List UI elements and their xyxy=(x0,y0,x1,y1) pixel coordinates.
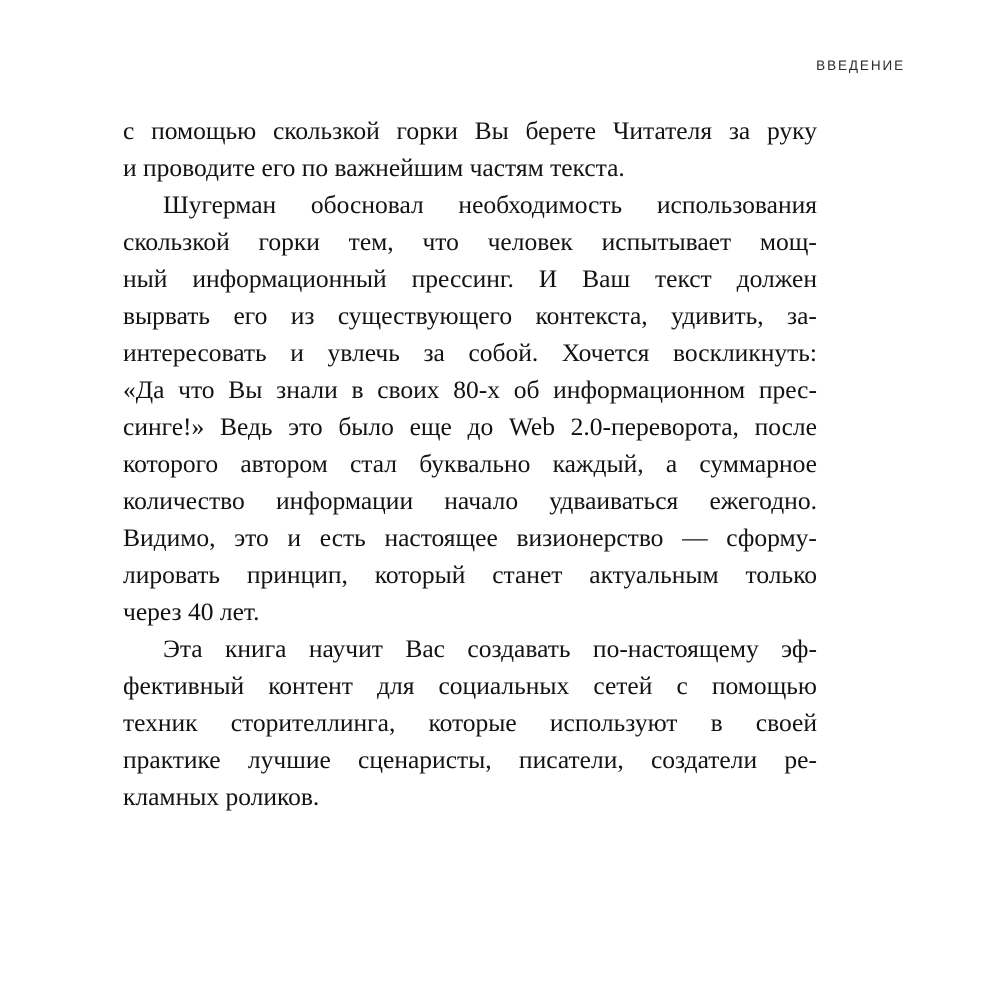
text-line xyxy=(123,408,817,445)
text-word: сформу- xyxy=(726,523,817,552)
text-line xyxy=(123,556,817,593)
text-word: собой. xyxy=(468,338,539,367)
text-word: Эта xyxy=(163,634,203,663)
text-word: настоящее xyxy=(384,523,498,552)
text-word: об xyxy=(513,375,540,404)
text-word: существующего xyxy=(337,301,513,330)
text-word: 80-х xyxy=(453,375,501,404)
text-word: 2.0-переворота, xyxy=(570,412,739,441)
text-word: есть xyxy=(319,523,366,552)
text-word: используют xyxy=(549,708,678,737)
text-word: социальных xyxy=(438,671,570,700)
text-line: кламных роликов. xyxy=(123,782,320,811)
text-word: интересовать xyxy=(123,338,267,367)
text-line xyxy=(123,667,817,704)
text-word: создатели xyxy=(650,745,758,774)
text-word: Шугерман xyxy=(163,190,277,219)
text-word: писатели, xyxy=(518,745,624,774)
text-word: руку xyxy=(767,116,817,145)
text-word: лировать xyxy=(123,560,221,589)
text-word: визионерство xyxy=(516,523,664,552)
text-word: тем, xyxy=(348,227,394,256)
text-word: необходимость xyxy=(458,190,623,219)
text-word: еще xyxy=(409,412,452,441)
text-word: в xyxy=(710,708,723,737)
text-word: сценаристы, xyxy=(358,745,492,774)
text-line: через 40 лет. xyxy=(123,597,260,626)
text-word: что xyxy=(422,227,459,256)
text-word: синге!» xyxy=(123,412,205,441)
text-word: информации xyxy=(275,486,414,515)
text-word: текст xyxy=(655,264,712,293)
text-word: использования xyxy=(656,190,817,219)
text-word: только xyxy=(745,560,817,589)
text-word: и xyxy=(290,338,304,367)
text-word: горки xyxy=(258,227,320,256)
text-word: Ведь xyxy=(219,412,273,441)
text-word: было xyxy=(338,412,394,441)
text-word: ный xyxy=(123,264,168,293)
text-word: это xyxy=(234,523,269,552)
text-word: знали xyxy=(276,375,338,404)
running-head: ВВЕДЕНИЕ xyxy=(816,58,905,73)
text-word: стал xyxy=(349,449,398,478)
text-word: станет xyxy=(492,560,563,589)
text-word: создавать xyxy=(467,634,571,663)
text-line xyxy=(123,186,817,223)
text-word: за- xyxy=(787,301,817,330)
text-word: за xyxy=(728,116,751,145)
text-word: прессинг. xyxy=(411,264,514,293)
text-word: с xyxy=(123,116,135,145)
text-word: ежегодно. xyxy=(709,486,817,515)
text-word: должен xyxy=(736,264,817,293)
text-word: сторителлинга, xyxy=(230,708,396,737)
text-line xyxy=(123,741,817,778)
text-word: начало xyxy=(444,486,519,515)
text-word: и xyxy=(287,523,302,552)
text-word: после xyxy=(754,412,817,441)
text-word: количество xyxy=(123,486,245,515)
text-word: мощ- xyxy=(759,227,817,256)
text-word: фективный xyxy=(123,671,245,700)
text-word: в xyxy=(351,375,364,404)
text-word: за xyxy=(423,338,445,367)
text-word: человек xyxy=(487,227,573,256)
text-word: удваиваться xyxy=(549,486,679,515)
text-word: берете xyxy=(525,116,597,145)
text-word: суммарное xyxy=(699,449,817,478)
text-line xyxy=(123,371,817,408)
text-word: ре- xyxy=(784,745,817,774)
text-word: что xyxy=(178,375,215,404)
text-line xyxy=(123,297,817,334)
text-word: книга xyxy=(225,634,287,663)
text-word: по-настоящему xyxy=(592,634,759,663)
text-word: скользкой xyxy=(123,227,230,256)
text-line xyxy=(123,112,817,149)
text-word: буквально xyxy=(419,449,531,478)
text-word: Видимо, xyxy=(123,523,216,552)
text-word: Ваш xyxy=(582,264,631,293)
text-word: Вас xyxy=(405,634,445,663)
text-word: Хочется xyxy=(561,338,650,367)
text-word: которые xyxy=(428,708,517,737)
text-word: его xyxy=(233,301,268,330)
text-word: контекста, xyxy=(535,301,648,330)
text-word: для xyxy=(377,671,415,700)
text-line xyxy=(123,519,817,556)
text-word: своих xyxy=(377,375,440,404)
text-word: эф- xyxy=(781,634,817,663)
text-word: научит xyxy=(308,634,383,663)
text-word: информационном xyxy=(553,375,746,404)
text-word: помощью xyxy=(711,671,817,700)
body-text-block xyxy=(123,112,817,815)
text-word: удивить, xyxy=(671,301,764,330)
text-word: актуальным xyxy=(589,560,719,589)
text-line xyxy=(123,223,817,260)
text-word: автором xyxy=(240,449,328,478)
text-word: лучшие xyxy=(247,745,331,774)
text-line xyxy=(123,630,817,667)
text-word: помощью xyxy=(151,116,257,145)
text-word: который xyxy=(374,560,466,589)
text-word: Web xyxy=(508,412,555,441)
text-line xyxy=(123,482,817,519)
text-word: каждый, xyxy=(552,449,644,478)
text-line xyxy=(123,260,817,297)
text-word: техник xyxy=(123,708,198,737)
text-line xyxy=(123,445,817,482)
text-line xyxy=(123,704,817,741)
text-word: практике xyxy=(123,745,221,774)
text-word: которого xyxy=(123,449,219,478)
text-word: прес- xyxy=(758,375,817,404)
text-word: испытывает xyxy=(601,227,732,256)
text-line xyxy=(123,334,817,371)
text-word: «Да xyxy=(123,375,165,404)
text-word: своей xyxy=(755,708,817,737)
text-word: информационный xyxy=(192,264,387,293)
text-word: Вы xyxy=(228,375,263,404)
text-word: воскликнуть: xyxy=(673,338,817,367)
text-word: это xyxy=(288,412,323,441)
text-line: и проводите его по важнейшим частям текста. xyxy=(123,153,625,182)
text-word: а xyxy=(665,449,678,478)
text-word: увлечь xyxy=(327,338,400,367)
text-word: вырвать xyxy=(123,301,211,330)
text-word: контент xyxy=(268,671,353,700)
text-word: И xyxy=(538,264,558,293)
text-word: сетей xyxy=(593,671,653,700)
text-word: горки xyxy=(396,116,458,145)
text-word: обосновал xyxy=(310,190,424,219)
text-word: Читателя xyxy=(612,116,713,145)
text-word: из xyxy=(290,301,315,330)
text-word: Вы xyxy=(474,116,509,145)
text-word: принцип, xyxy=(246,560,348,589)
text-word: — xyxy=(682,523,708,552)
text-word: до xyxy=(467,412,494,441)
text-word: скользкой xyxy=(272,116,380,145)
text-word: с xyxy=(676,671,688,700)
